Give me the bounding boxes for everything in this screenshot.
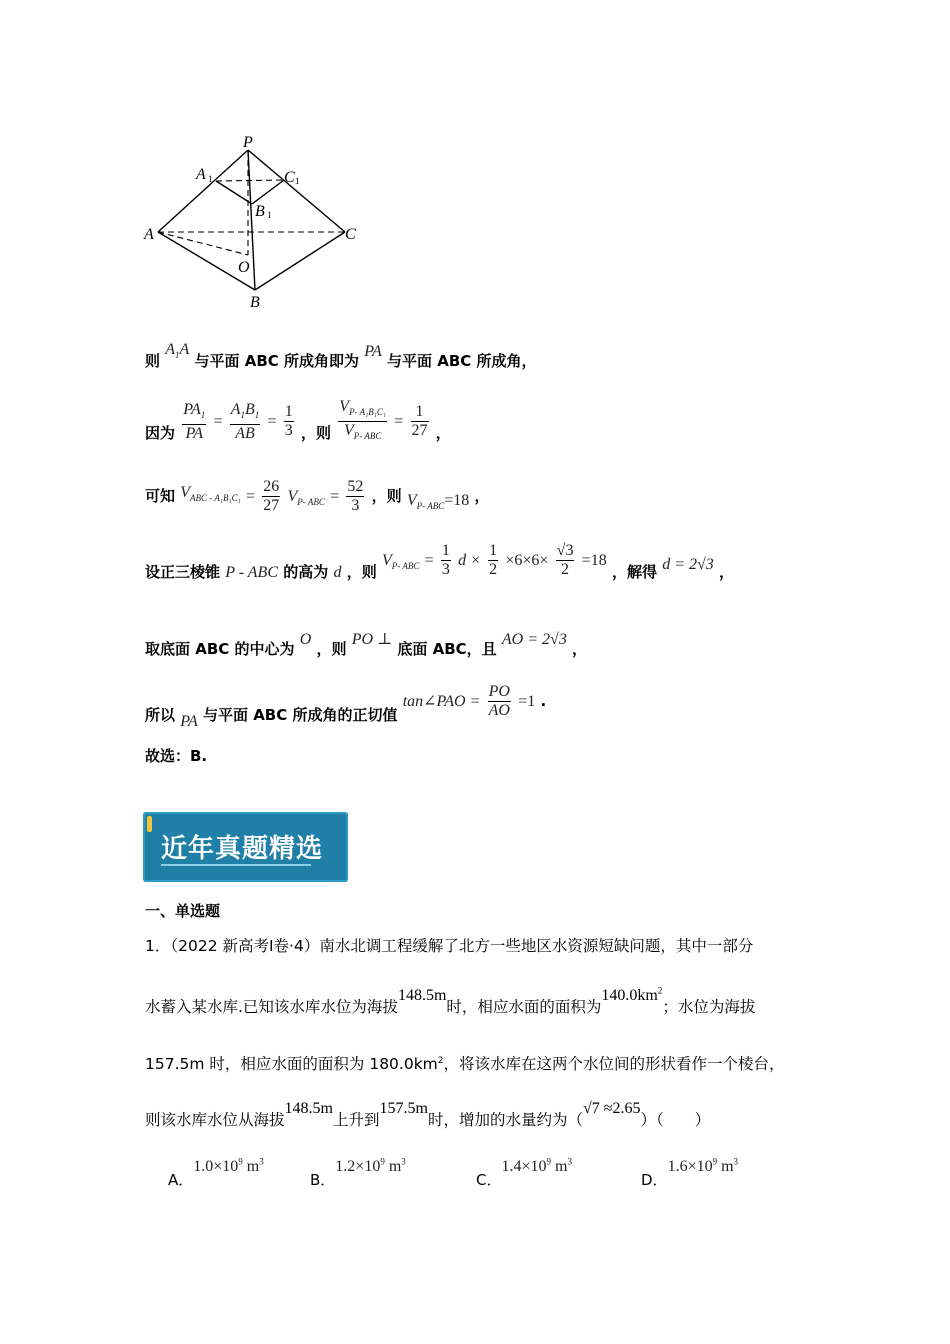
math-po-perp: PO ⊥ (351, 631, 393, 648)
math-tan: tan∠PAO = (402, 693, 481, 710)
text: 的高为 (283, 563, 329, 581)
label-b: B (250, 294, 260, 311)
text: 所以 (145, 706, 176, 724)
banner-underline (161, 864, 311, 866)
solution-line-3 (145, 478, 490, 515)
frac-volume-ratio: $\frac{V_{P- A_1B_1C_1}}{V_{P- ABC}}$ (339, 398, 387, 442)
text: 取底面 ABC 的中心为 (145, 640, 295, 658)
value-140km2: $140.0km^2$ (601, 985, 663, 1004)
math-mid: ×6×6× (505, 552, 549, 569)
label-c1-index: 1 (295, 176, 300, 186)
eq: = (245, 488, 256, 505)
option-b[interactable]: B．$1.2\times 10^9$ $m^3$ (310, 1156, 406, 1189)
question-line-1: 1．（2022 新高考Ⅰ卷·4）南水北调工程缓解了北方一些地区水资源短缺问题，其中一部分 (145, 937, 754, 955)
math-d: d (333, 564, 342, 581)
text: ， (474, 487, 490, 505)
eq: = (330, 488, 340, 505)
solution-line-6 (145, 683, 547, 730)
text: 底面 ABC，且 (397, 640, 497, 658)
text: 与平面 ABC 所成角的正切值 (202, 706, 398, 724)
frac-sqrt3-2: $\frac{√3}{2}$ (556, 542, 574, 578)
math-pa: PA (180, 713, 198, 730)
frac-po-ao: $\frac{PO}{AO}$ (488, 683, 510, 719)
text: ，则 (346, 563, 377, 581)
eq: = (424, 552, 434, 569)
frac-52-3: $\frac{52}{3}$ (347, 478, 364, 514)
label-a: A (144, 226, 154, 243)
question-line-4: 则该水库水位从海拔148.5m上升到157.5m时，增加的水量约为（√7 ≈2.65）（ ） (145, 1100, 711, 1129)
solution-line-4 (145, 542, 734, 579)
text: ，解得 (611, 563, 657, 581)
text: ，则 (371, 487, 402, 505)
text: ， (719, 563, 735, 581)
math-v-pabc-18: $V_{P- ABC}=18$ (406, 492, 470, 512)
eq: = (394, 413, 404, 431)
frac-1-27: $\frac{1}{27}$ (411, 403, 428, 440)
question-line-2: 水蓄入某水库.已知该水库水位为海拔148.5m时，相应水面的面积为$140.0km^2$；水位为海拔 (145, 985, 756, 1016)
label-b1: B (255, 203, 265, 220)
math-o: O (299, 631, 312, 648)
option-a[interactable]: A．$1.0\times 10^9$ $m^3$ (168, 1156, 264, 1189)
math-a1a: $A_1A$ (165, 341, 190, 361)
eq: = (213, 413, 223, 431)
label-c1: C (284, 169, 295, 186)
value-148-5m: 148.5m (284, 1100, 333, 1117)
eq-1: =1 (518, 693, 536, 710)
eq: = (267, 413, 277, 431)
option-c[interactable]: C．$1.4\times 10^9$ $m^3$ (476, 1156, 572, 1189)
text: 与平面 ABC 所成角即为 (194, 352, 360, 370)
text: ， (435, 424, 451, 443)
label-p: P (243, 134, 253, 151)
frac-1-3: $\frac{1}{3}$ (284, 403, 293, 440)
frac-26-27: $\frac{26}{27}$ (263, 478, 280, 514)
text: ， (572, 640, 588, 658)
math-pa: PA (364, 343, 382, 360)
math-v: $V_{P- ABC}$ (381, 552, 420, 572)
pyramid-diagram (140, 130, 370, 315)
eq-18: =18 (581, 552, 607, 569)
math-dx: d × (458, 552, 481, 569)
text: . (540, 692, 547, 710)
label-o: O (238, 259, 250, 276)
question-line-3: 157.5m 时，相应水面的面积为 $180.0km^2$，将该水库在这两个水位间的形状看作一个棱台， (145, 1055, 785, 1073)
label-b1-index: 1 (267, 210, 272, 220)
frac-1-3: $\frac{1}{3}$ (441, 542, 450, 578)
text: ，则 (301, 424, 332, 443)
label-a1: A (196, 166, 206, 183)
solution-line-1 (145, 341, 537, 372)
text: ，则 (316, 640, 347, 658)
math-p-abc: P - ABC (225, 564, 278, 581)
math-v-frustum: $V_{ABC - A_1B_1C_1}$ (180, 484, 241, 504)
value-157-5m: 157.5m (379, 1100, 428, 1117)
option-d[interactable]: D．$1.6\times 10^9$ $m^3$ (641, 1156, 739, 1189)
text: 可知 (145, 487, 176, 505)
value-sqrt7: √7 ≈2.65 (582, 1100, 641, 1117)
math-v-pabc: $V_{P- ABC}$ (287, 488, 325, 508)
banner-tag-decoration (147, 816, 152, 832)
solution-line-5 (145, 631, 588, 659)
text: 则 (145, 352, 161, 370)
label-a1-index: 1 (208, 174, 213, 184)
section-title: 一、单选题 (145, 902, 221, 920)
math-ao: AO = 2√3 (501, 631, 567, 648)
text: 与平面 ABC 所成角， (387, 352, 537, 370)
text: 设正三棱锥 (145, 563, 221, 581)
answer-line: 故选：B. (145, 747, 208, 765)
banner-title: 近年真题精选 (161, 834, 324, 864)
frac-1-2: $\frac{1}{2}$ (489, 542, 498, 578)
frac-a1b1-ab: $\frac{A_1B_1}{AB}$ (230, 400, 260, 442)
text: 因为 (145, 424, 176, 443)
value-148-5m: 148.5m (397, 987, 447, 1004)
label-c: C (345, 226, 356, 243)
frac-pa1-pa: $\frac{PA_1}{PA}$ (183, 400, 206, 442)
math-result-d: d = 2√3 (662, 556, 714, 573)
section-banner (143, 812, 348, 882)
solution-line-2 (145, 398, 451, 445)
